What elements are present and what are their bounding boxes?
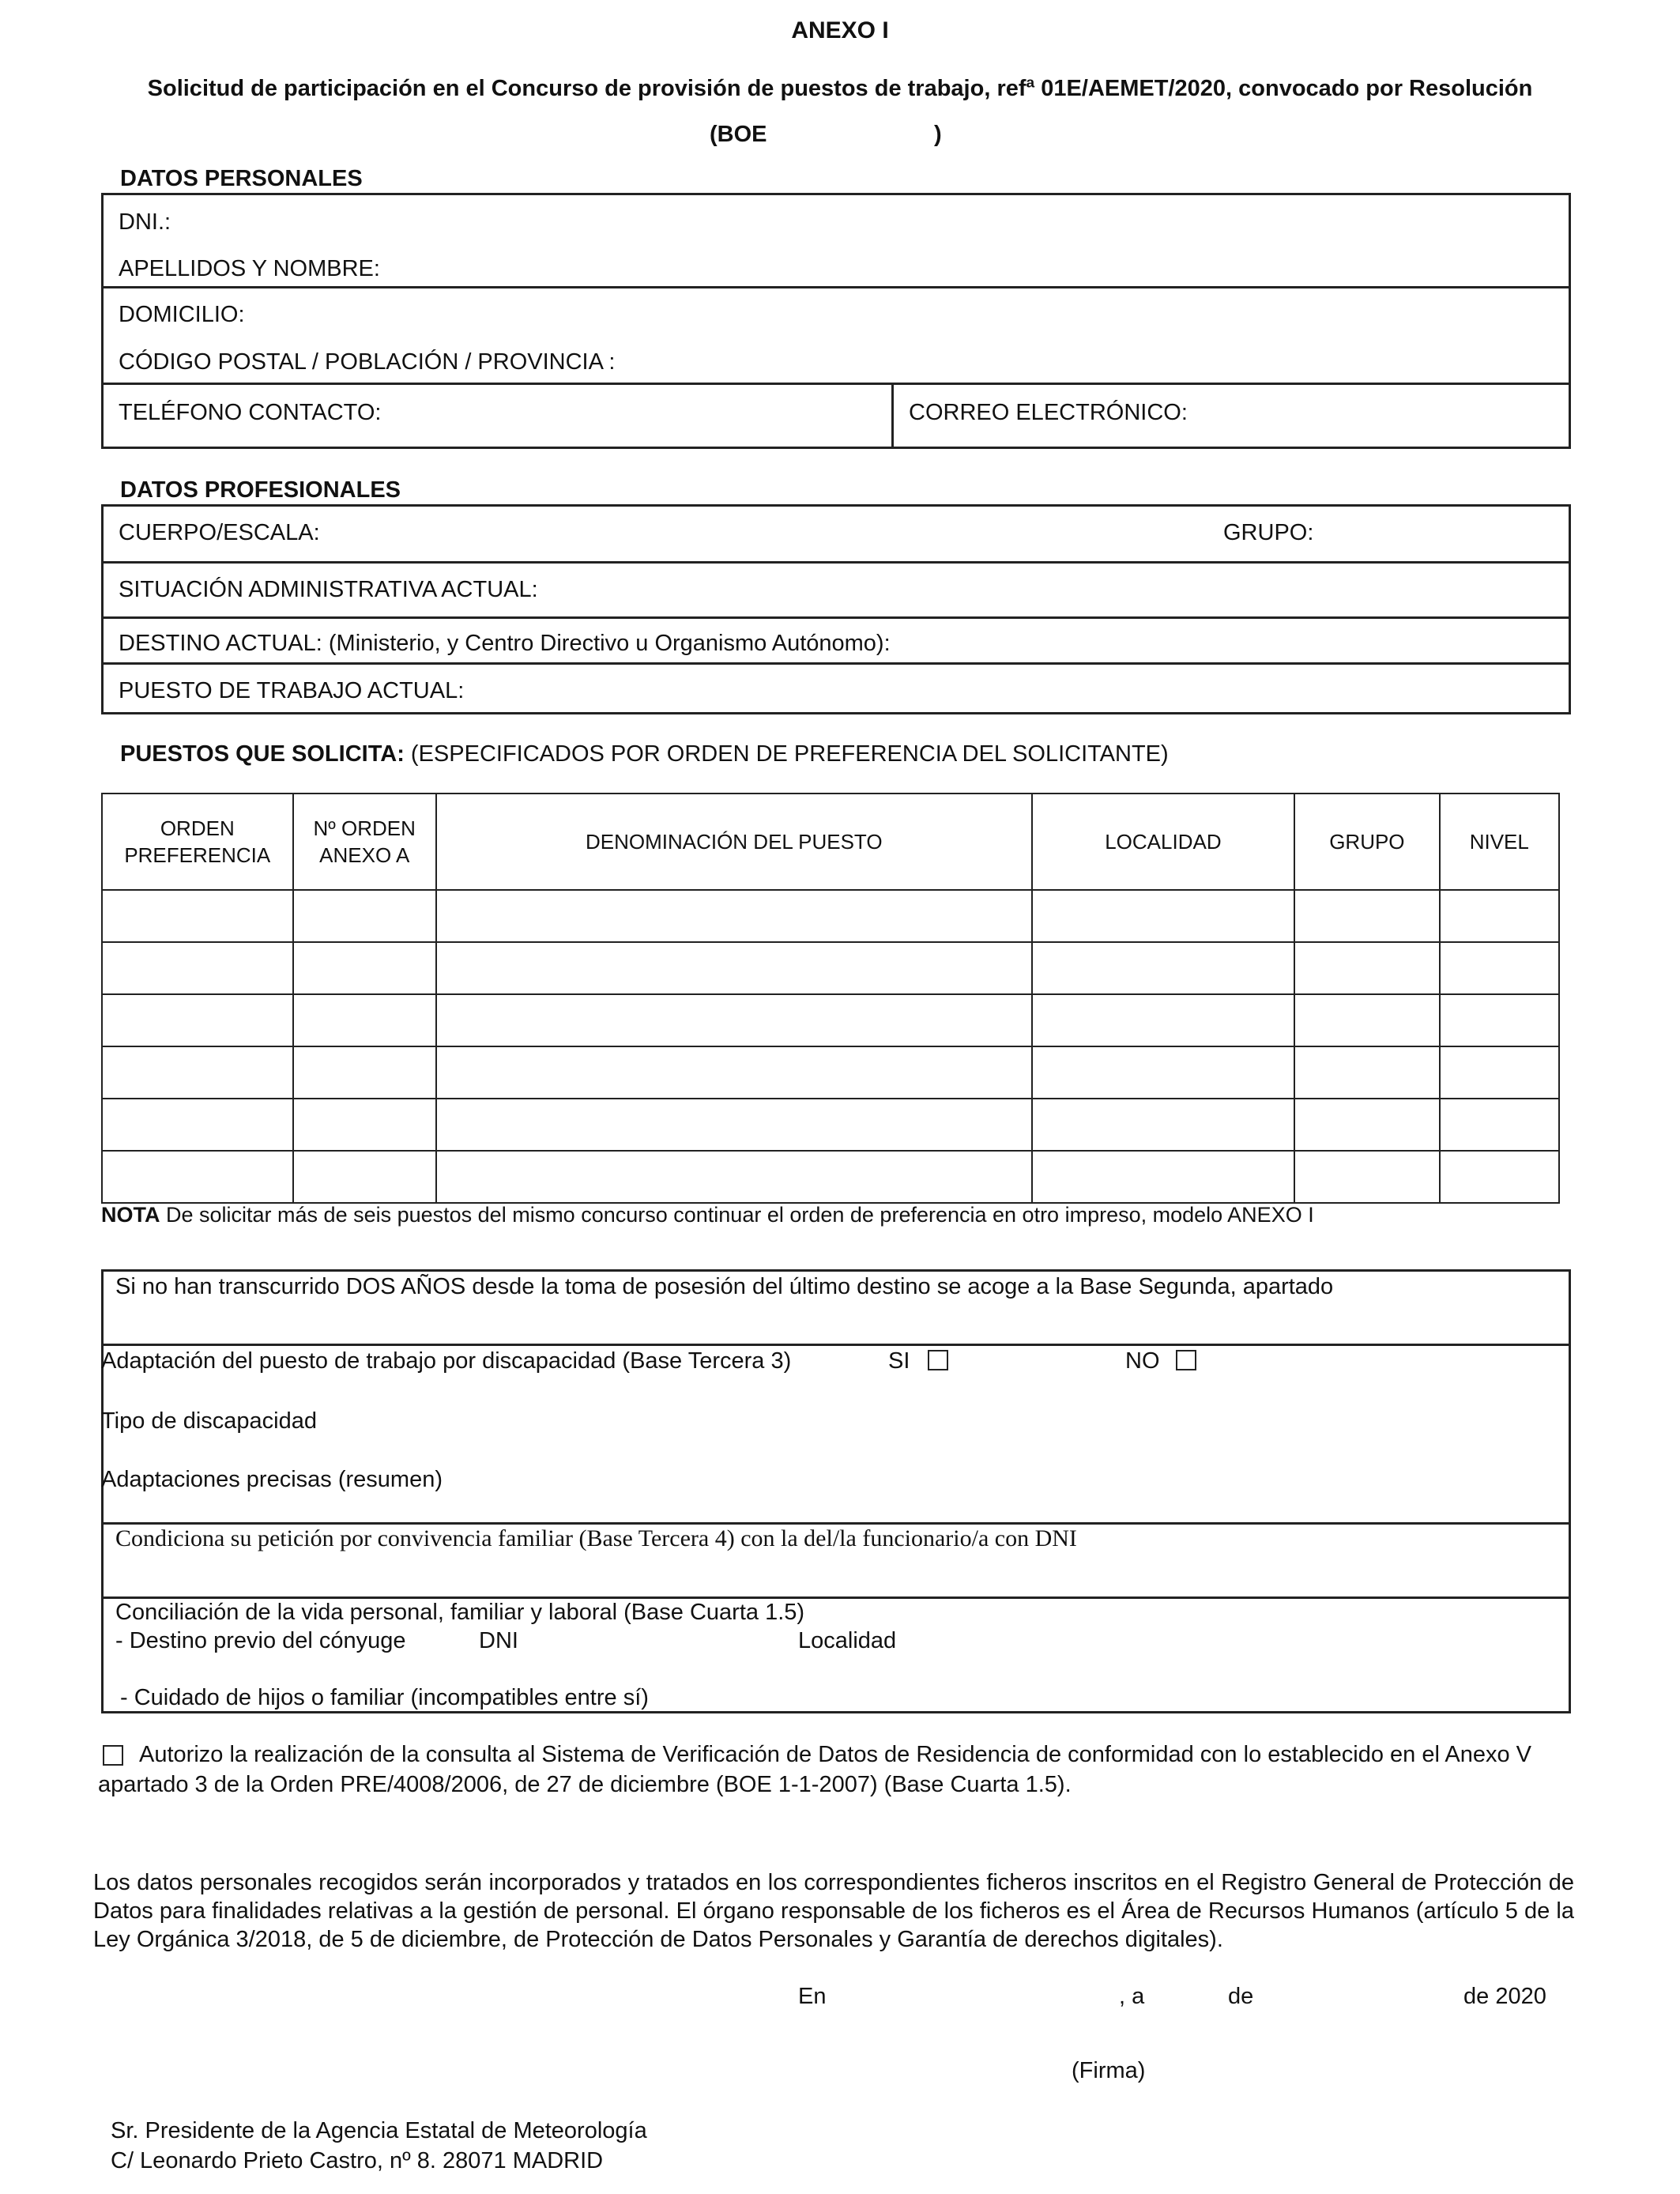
authorization-line1: Autorizo la realización de la consulta al Sistema de Verificación de Datos de Residencia de conformidad con lo establecido en el Anexo V <box>139 1742 1531 1767</box>
column-header-preference: ORDEN PREFERENCIA <box>102 794 293 890</box>
job-name-cell[interactable] <box>436 1151 1032 1203</box>
positions-table <box>101 793 1560 1204</box>
group-cell[interactable] <box>1294 994 1439 1046</box>
locality-cell[interactable] <box>1032 1151 1295 1203</box>
month-label: de <box>1228 1984 1254 2009</box>
address-field[interactable]: DOMICILIO: <box>119 302 245 327</box>
level-cell[interactable] <box>1440 890 1559 942</box>
column-header-level: NIVEL <box>1440 794 1559 890</box>
boe-open: (BOE <box>710 122 767 147</box>
note-label: NOTA <box>101 1203 160 1227</box>
authorization-checkbox[interactable] <box>103 1745 123 1766</box>
level-cell[interactable] <box>1440 1099 1559 1151</box>
annex-order-cell[interactable] <box>293 1151 436 1203</box>
privacy-notice: Los datos personales recogidos serán incorporados y tratados en los correspondientes ficheros inscritos en el Registro General de Protección de Datos para finalidades relativas a la gestión de personal. El órgano responsable de los ficheros es el Área de Recursos Humanos (artículo 5 de la Ley Orgánica 3/2018, de 5 de diciembre, de Protección de Datos Personales y Garantía de derechos digitales). <box>93 1870 1574 1952</box>
positions-heading-bold: PUESTOS QUE SOLICITA: <box>120 741 405 767</box>
two-years-clause: Si no han transcurrido DOS AÑOS desde la toma de posesión del último destino se acoge a la Base Segunda, apartado <box>115 1274 1334 1299</box>
spouse-destination-field[interactable]: - Destino previo del cónyuge <box>115 1628 406 1653</box>
job-name-cell[interactable] <box>436 942 1032 994</box>
admin-situation-field[interactable]: SITUACIÓN ADMINISTRATIVA ACTUAL: <box>119 577 538 602</box>
table-row <box>102 1046 1559 1099</box>
full-name-field[interactable]: APELLIDOS Y NOMBRE: <box>119 256 380 281</box>
level-cell[interactable] <box>1440 1151 1559 1203</box>
column-header-job-name: DENOMINACIÓN DEL PUESTO <box>436 794 1032 890</box>
job-name-cell[interactable] <box>436 994 1032 1046</box>
annex-order-cell[interactable] <box>293 1099 436 1151</box>
group-cell[interactable] <box>1294 942 1439 994</box>
family-cohabitation-field[interactable]: Condiciona su petición por convivencia familiar (Base Tercera 4) con la del/la funcionario/a con DNI <box>115 1525 1077 1551</box>
form-subtitle: Solicitud de participación en el Concurso de provisión de puestos de trabajo, refª 01E/AEMET/2020, convocado por Resolución <box>147 76 1533 101</box>
divider <box>101 1344 1571 1346</box>
preference-cell[interactable] <box>102 1151 293 1203</box>
table-row <box>102 942 1559 994</box>
address-line: C/ Leonardo Prieto Castro, nº 8. 28071 MADRID <box>111 2148 604 2173</box>
year-label: de 2020 <box>1463 1984 1546 2009</box>
yes-checkbox[interactable] <box>928 1350 948 1370</box>
preference-cell[interactable] <box>102 994 293 1046</box>
current-job-field[interactable]: PUESTO DE TRABAJO ACTUAL: <box>119 678 465 703</box>
conciliation-label: Conciliación de la vida personal, familiar y laboral (Base Cuarta 1.5) <box>115 1600 805 1625</box>
level-cell[interactable] <box>1440 1046 1559 1099</box>
place-label: En <box>798 1984 827 2009</box>
locality-cell[interactable] <box>1032 994 1295 1046</box>
care-option: - Cuidado de hijos o familiar (incompatibles entre sí) <box>120 1685 649 1710</box>
signature-label: (Firma) <box>1072 2058 1146 2083</box>
level-cell[interactable] <box>1440 942 1559 994</box>
group-field[interactable]: GRUPO: <box>1223 520 1314 545</box>
email-field[interactable]: CORREO ELECTRÓNICO: <box>909 400 1188 425</box>
no-checkbox[interactable] <box>1176 1350 1196 1370</box>
preference-cell[interactable] <box>102 942 293 994</box>
authorization-line2: apartado 3 de la Orden PRE/4008/2006, de 27 de diciembre (BOE 1-1-2007) (Base Cuarta 1.5). <box>98 1772 1072 1797</box>
table-header-row <box>102 794 1559 890</box>
table-row <box>102 1099 1559 1151</box>
job-name-cell[interactable] <box>436 890 1032 942</box>
table-note <box>101 1203 1314 1227</box>
preference-cell[interactable] <box>102 1099 293 1151</box>
dni-field[interactable]: DNI.: <box>119 209 171 235</box>
disability-type-field[interactable]: Tipo de discapacidad <box>101 1408 317 1434</box>
divider <box>101 1522 1571 1525</box>
corps-field[interactable]: CUERPO/ESCALA: <box>119 520 320 545</box>
locality-cell[interactable] <box>1032 1099 1295 1151</box>
positions-heading <box>120 741 1169 767</box>
column-header-group: GRUPO <box>1294 794 1439 890</box>
spouse-dni-field[interactable]: DNI <box>479 1628 518 1653</box>
job-name-cell[interactable] <box>436 1099 1032 1151</box>
group-cell[interactable] <box>1294 1151 1439 1203</box>
day-label: , a <box>1119 1984 1145 2009</box>
table-row <box>102 1151 1559 1203</box>
preference-cell[interactable] <box>102 890 293 942</box>
divider <box>891 383 894 449</box>
annex-order-cell[interactable] <box>293 942 436 994</box>
group-cell[interactable] <box>1294 890 1439 942</box>
divider <box>101 561 1571 564</box>
note-text: De solicitar más de seis puestos del mismo concurso continuar el orden de preferencia en otro impreso, modelo ANEXO I <box>160 1203 1314 1227</box>
professional-heading: DATOS PROFESIONALES <box>120 477 401 503</box>
divider <box>101 662 1571 665</box>
current-destination-field[interactable]: DESTINO ACTUAL: (Ministerio, y Centro Directivo u Organismo Autónomo): <box>119 631 891 656</box>
annex-order-cell[interactable] <box>293 890 436 942</box>
group-cell[interactable] <box>1294 1099 1439 1151</box>
recipient-line: Sr. Presidente de la Agencia Estatal de Meteorología <box>111 2118 647 2143</box>
spouse-locality-field[interactable]: Localidad <box>798 1628 897 1653</box>
page-title: ANEXO I <box>791 17 889 43</box>
table-row <box>102 890 1559 942</box>
table-row <box>102 994 1559 1046</box>
annex-order-cell[interactable] <box>293 1046 436 1099</box>
positions-heading-rest: (ESPECIFICADOS POR ORDEN DE PREFERENCIA DEL SOLICITANTE) <box>404 741 1169 767</box>
divider <box>101 1596 1571 1599</box>
preference-cell[interactable] <box>102 1046 293 1099</box>
adaptations-field[interactable]: Adaptaciones precisas (resumen) <box>101 1467 443 1492</box>
group-cell[interactable] <box>1294 1046 1439 1099</box>
locality-cell[interactable] <box>1032 890 1295 942</box>
locality-cell[interactable] <box>1032 942 1295 994</box>
level-cell[interactable] <box>1440 994 1559 1046</box>
postal-code-field[interactable]: CÓDIGO POSTAL / POBLACIÓN / PROVINCIA : <box>119 349 616 375</box>
no-label: NO <box>1125 1348 1160 1374</box>
yes-label: SI <box>888 1348 910 1374</box>
job-name-cell[interactable] <box>436 1046 1032 1099</box>
divider <box>101 616 1571 619</box>
annex-order-cell[interactable] <box>293 994 436 1046</box>
personal-heading: DATOS PERSONALES <box>120 166 363 191</box>
column-header-annex-order: Nº ORDEN ANEXO A <box>293 794 436 890</box>
locality-cell[interactable] <box>1032 1046 1295 1099</box>
phone-field[interactable]: TELÉFONO CONTACTO: <box>119 400 382 425</box>
disability-adaptation-label: Adaptación del puesto de trabajo por discapacidad (Base Tercera 3) <box>101 1348 792 1374</box>
column-header-locality: LOCALIDAD <box>1032 794 1295 890</box>
divider <box>101 286 1571 288</box>
boe-close: ) <box>934 122 942 147</box>
divider <box>101 383 1571 385</box>
